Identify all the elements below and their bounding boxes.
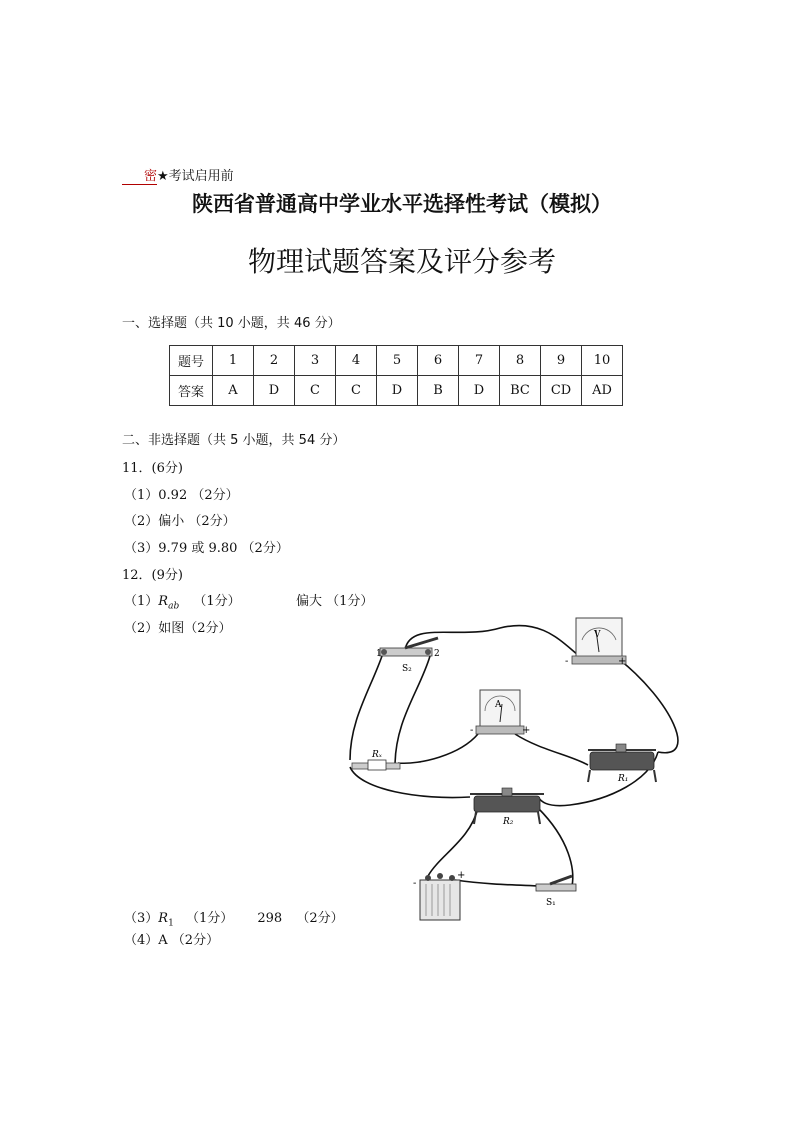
document-title: 物理试题答案及评分参考 — [247, 245, 556, 278]
q11-answer-2: （2）偏小 （2分） — [124, 514, 236, 529]
answer-table — [169, 345, 623, 406]
table-header-a: 答案 — [170, 376, 213, 406]
q11-answer-3: （3）9.79 或 9.80 （2分） — [124, 541, 289, 556]
table-cell: 7 — [459, 346, 500, 376]
circuit-diagram — [340, 612, 680, 930]
wire — [350, 767, 470, 798]
q12-answer-1 — [124, 590, 241, 612]
ammeter-label: A — [495, 700, 502, 710]
switch-s1 — [536, 876, 576, 891]
table-header-q: 题号 — [170, 346, 213, 376]
secret-label: 密 — [122, 169, 157, 185]
r2-label: R₂ — [503, 817, 514, 827]
table-row-answers — [170, 376, 623, 406]
table-cell: D — [254, 376, 295, 406]
table-cell: A — [213, 376, 254, 406]
table-cell: 2 — [254, 346, 295, 376]
table-cell: B — [418, 376, 459, 406]
table-cell: C — [336, 376, 377, 406]
exam-title: 陕西省普通高中学业水平选择性考试（模拟） — [192, 191, 612, 216]
table-cell: 10 — [582, 346, 623, 376]
ammeter-minus: - — [470, 725, 474, 736]
table-cell: 1 — [213, 346, 254, 376]
table-cell: C — [295, 376, 336, 406]
q12-1-score: （1分） — [193, 594, 241, 609]
section1-heading: 一、选择题（共 10 小题，共 46 分） — [122, 316, 341, 331]
table-cell: CD — [541, 376, 582, 406]
secret-text: ★考试启用前 — [157, 169, 234, 184]
q12-3-value-score: （2分） — [296, 911, 344, 926]
voltmeter-plus: + — [618, 656, 627, 667]
r1-label: R₁ — [618, 774, 629, 784]
s2-label: S₂ — [402, 664, 412, 674]
table-cell: AD — [582, 376, 623, 406]
wire — [515, 734, 588, 765]
q12-1-prefix: （1） — [124, 594, 159, 609]
table-cell: D — [377, 376, 418, 406]
q12-3-score: （1分） — [185, 911, 234, 926]
wire — [428, 808, 478, 876]
section2-heading: 二、非选择题（共 5 小题，共 54 分） — [122, 433, 346, 448]
voltmeter-label: V — [594, 630, 601, 640]
wire — [620, 660, 678, 753]
q12-title: 12．(9分) — [122, 568, 183, 583]
battery-plus: + — [457, 870, 466, 881]
q12-3-subscript: 1 — [168, 918, 174, 929]
q12-1-subscript: ab — [168, 601, 180, 612]
s2-terminal-1: 1 — [376, 649, 382, 659]
table-cell: D — [459, 376, 500, 406]
table-row-numbers — [170, 346, 623, 376]
wire — [350, 656, 382, 760]
q12-answer-3 — [124, 907, 344, 929]
q12-3-symbol: R — [158, 911, 169, 926]
resistor-rx — [352, 760, 400, 770]
table-cell: 3 — [295, 346, 336, 376]
s2-terminal-2: 2 — [434, 649, 440, 659]
rx-label: Rₓ — [372, 750, 382, 760]
table-cell: 9 — [541, 346, 582, 376]
table-cell: BC — [500, 376, 541, 406]
ammeter-plus: + — [522, 725, 531, 736]
table-cell: 8 — [500, 346, 541, 376]
q12-1-symbol: R — [158, 594, 169, 609]
q12-answer-1b: 偏大 （1分） — [296, 594, 374, 609]
ammeter — [476, 690, 524, 734]
table-cell: 4 — [336, 346, 377, 376]
table-cell: 5 — [377, 346, 418, 376]
battery-minus: - — [413, 878, 417, 889]
q12-3-prefix: （3） — [124, 911, 159, 926]
q11-answer-1: （1）0.92 （2分） — [124, 488, 239, 503]
q11-title: 11．(6分) — [122, 461, 183, 476]
wire — [538, 808, 573, 886]
wire — [395, 656, 430, 766]
voltmeter-minus: - — [565, 656, 569, 667]
q12-3-value: 298 — [257, 911, 283, 926]
q12-answer-4: （4）A （2分） — [124, 933, 220, 948]
wire — [455, 880, 540, 886]
table-cell: 6 — [418, 346, 459, 376]
q12-answer-2: （2）如图（2分） — [124, 621, 232, 636]
confidential-mark — [122, 165, 234, 184]
s1-label: S₁ — [546, 898, 556, 908]
battery — [420, 873, 460, 920]
wire — [398, 734, 478, 763]
